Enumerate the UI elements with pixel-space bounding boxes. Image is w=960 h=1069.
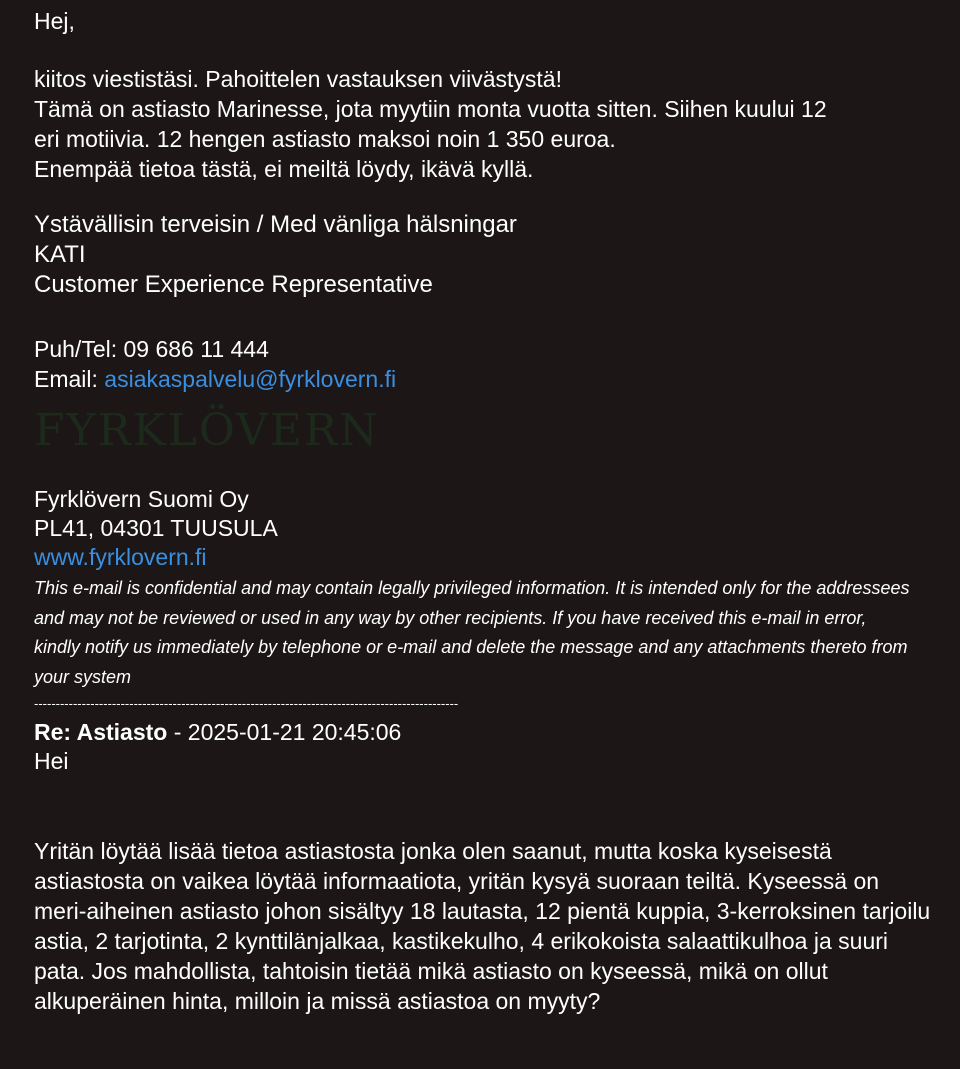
quoted-timestamp: - 2025-01-21 20:45:06 — [173, 719, 402, 745]
company-address: PL41, 04301 TUUSULA — [34, 515, 278, 541]
website-link[interactable]: www.fyrklovern.fi — [34, 544, 207, 570]
email-line — [34, 364, 396, 394]
reply-body — [34, 64, 827, 184]
company-logo: FYRKLÖVERN — [34, 405, 380, 456]
greeting: Hej, — [34, 8, 75, 34]
quoted-subject: Re: Astiasto — [34, 719, 168, 745]
signature-closing: Ystävällisin terveisin / Med vänliga hälsningar — [34, 211, 517, 238]
separator-line: -------------------------------------------------------------------------------------------------- — [34, 698, 459, 711]
body-line: Enempää tietoa tästä, ei meiltä löydy, ikävä kyllä. — [34, 156, 534, 182]
quoted-header — [34, 717, 401, 747]
body-line: eri motiivia. 12 hengen astiasto maksoi noin 1 350 euroa. — [34, 126, 616, 152]
body-line: Tämä on astiasto Marinesse, jota myytiin monta vuotta sitten. Siihen kuului 12 — [34, 96, 827, 122]
quoted-greeting: Hei — [34, 748, 69, 774]
email-address-link[interactable]: asiakaspalvelu@fyrklovern.fi — [104, 366, 397, 392]
signature-title: Customer Experience Representative — [34, 271, 433, 298]
signature-name: KATI — [34, 241, 86, 268]
signature-block — [34, 210, 517, 300]
quoted-body: Yritän löytää lisää tietoa astiastosta jonka olen saanut, mutta koska kyseisestä astiastosta on vaikea löytää informaatiota, yritän kysyä suoraan teiltä. Kyseessä on meri-aiheinen astiasto johon sisältyy 18 lautasta, 12 pientä kuppia, 3-kerroksinen tarjoilu astia, 2 tarjotinta, 2 kynttilänjalkaa, kastikekulho, 4 erikokoista salaattikulhoa ja suuri pata. Jos mahdollista, tahtoisin tietää mikä astiasto on kyseessä, mikä on ollut alkuperäinen hinta, milloin ja missä astiastoa on myyty? — [34, 838, 931, 1014]
company-name: Fyrklövern Suomi Oy — [34, 486, 249, 512]
phone-line: Puh/Tel: 09 686 11 444 — [34, 336, 269, 362]
body-line: kiitos viestistäsi. Pahoittelen vastauksen viivästystä! — [34, 66, 562, 92]
email-label: Email: — [34, 366, 98, 392]
confidentiality-disclaimer: This e-mail is confidential and may contain legally privileged information. It is intended only for the addressees and may not be reviewed or used in any way by other recipients. If you have received this e-mail in error, kindly notify us immediately by telephone or e-mail and delete the message and any attachments thereto from your system — [34, 578, 910, 687]
